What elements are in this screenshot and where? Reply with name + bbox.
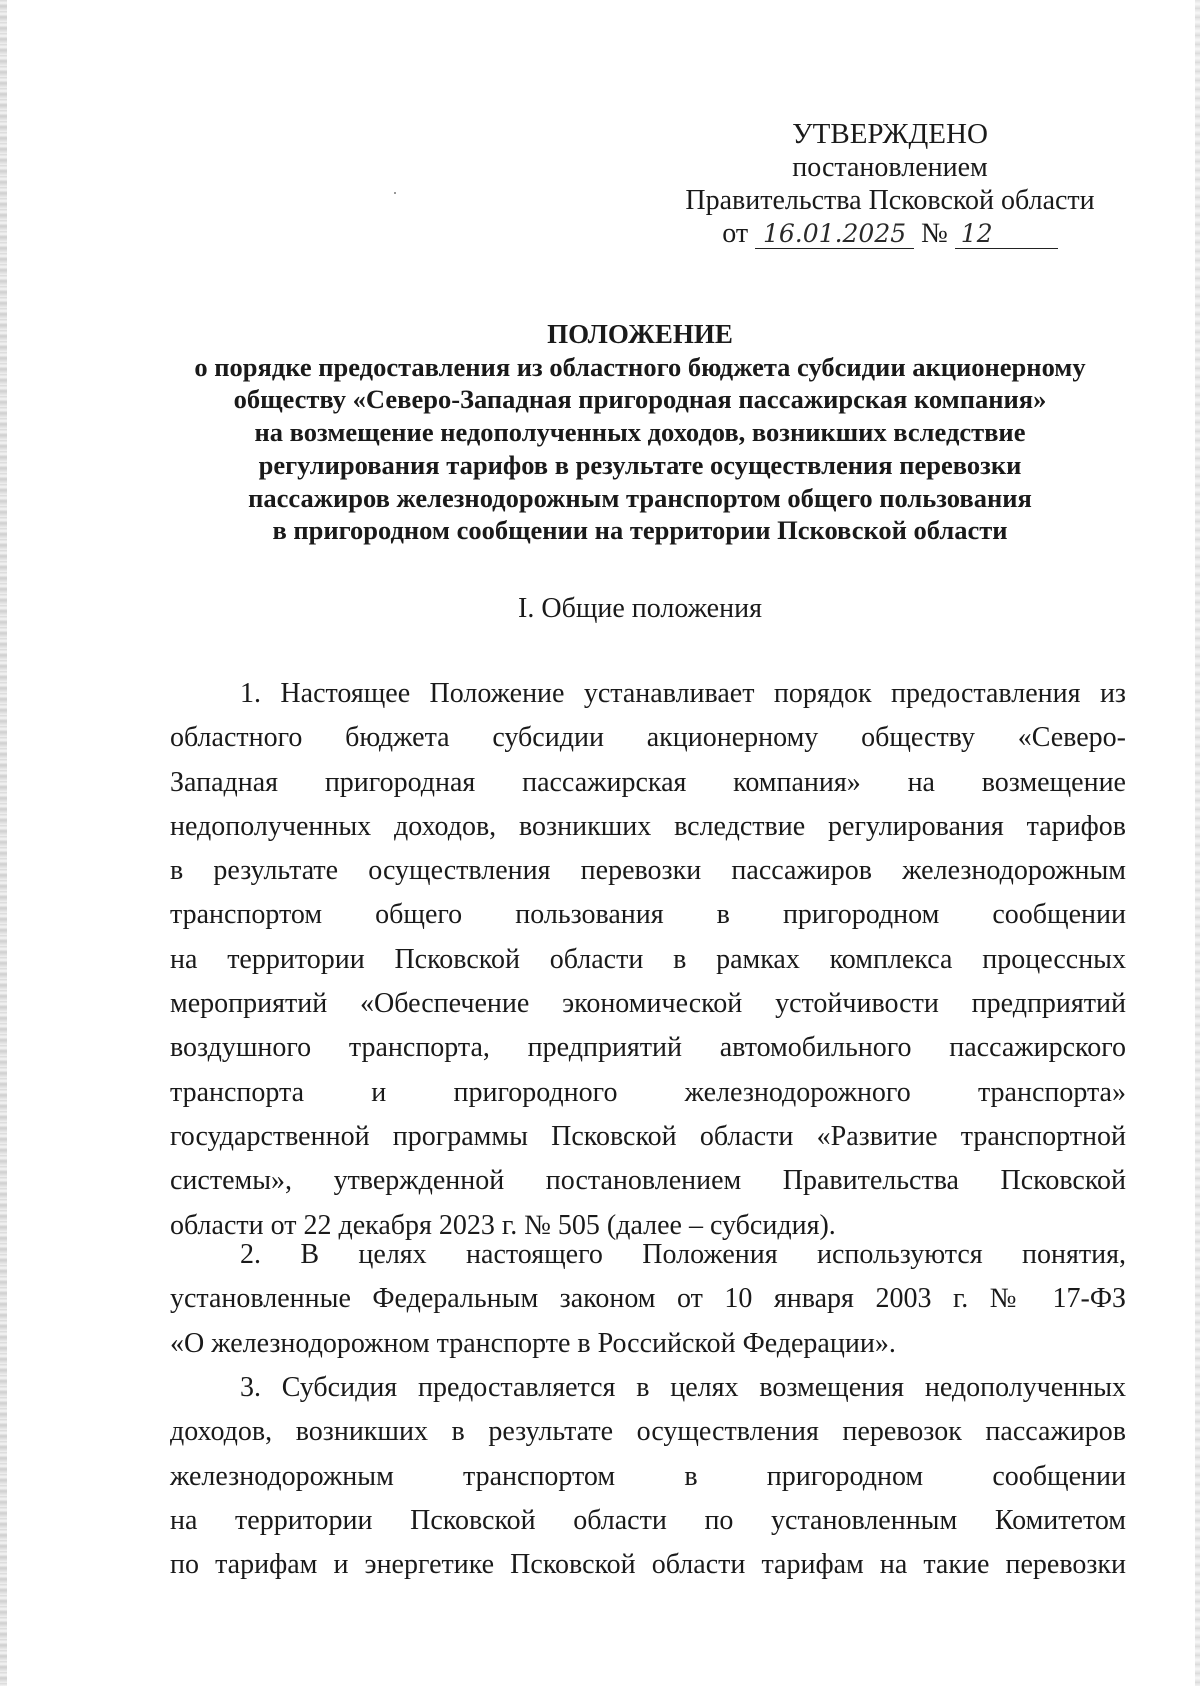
paragraph-line: 2. В целях настоящего Положения используются понятия, — [240, 1239, 1126, 1270]
paragraph-line: транспорта и пригородного железнодорожного транспорта» — [170, 1076, 1126, 1108]
approval-stamp-title: УТВЕРЖДЕНО — [792, 118, 988, 150]
title-line: в пригородном сообщении на территории Псковской области — [272, 515, 1008, 546]
paragraph-line: воздушного транспорта, предприятий автомобильного пассажирского — [170, 1032, 1126, 1064]
paragraph-line: мероприятий «Обеспечение экономической устойчивости предприятий — [170, 988, 1126, 1020]
number-sign: № — [921, 218, 948, 249]
paragraph-line: Западная пригородная пассажирская компания» на возмещение — [170, 766, 1126, 798]
title-line: пассажиров железнодорожным транспортом общего пользования — [248, 482, 1032, 513]
paragraph-line: транспортом общего пользования в пригородном сообщении — [170, 899, 1126, 931]
scan-edge-right — [1195, 0, 1200, 1686]
paragraph-line: установленные Федеральным законом от 10 января 2003 г. № 17-ФЗ — [170, 1283, 1126, 1315]
paragraph-1 — [170, 672, 1126, 1248]
document-title — [160, 318, 1120, 547]
paragraph-line: доходов, возникших в результате осуществления перевозок пассажиров — [170, 1416, 1126, 1448]
approval-date-row — [660, 217, 1120, 250]
approval-authority: Правительства Псковской области — [685, 185, 1095, 216]
paragraph-line: на территории Псковской области в рамках комплекса процессных — [170, 943, 1126, 975]
title-line: на возмещение недополученных доходов, возникших вследствие — [254, 417, 1026, 448]
approval-resolution: постановлением — [792, 152, 988, 183]
paragraph-line: государственной программы Псковской области «Развитие транспортной — [170, 1120, 1126, 1152]
paragraph-line: железнодорожным транспортом в пригородном сообщении — [170, 1460, 1126, 1492]
paragraph-line: области от 22 декабря 2023 г. № 505 (далее – субсидия). — [170, 1209, 836, 1241]
paragraph-2 — [170, 1233, 1126, 1366]
date-prefix: от — [722, 218, 749, 249]
paragraph-line: «О железнодорожном транспорте в Российской Федерации». — [170, 1327, 896, 1359]
paragraph-line: 1. Настоящее Положение устанавливает порядок предоставления из — [240, 678, 1126, 709]
title-line: о порядке предоставления из областного бюджета субсидии акционерному — [194, 351, 1086, 382]
paragraph-line: 3. Субсидия предоставляется в целях возмещения недополученных — [240, 1372, 1126, 1403]
scan-edge-left — [0, 0, 7, 1686]
paragraph-line: системы», утвержденной постановлением Правительства Псковской — [170, 1165, 1126, 1197]
title-line: регулирования тарифов в результате осуществления перевозки — [258, 449, 1022, 480]
title-line: обществу «Северо-Западная пригородная пассажирская компания» — [233, 384, 1047, 415]
title-heading: ПОЛОЖЕНИЕ — [547, 319, 733, 349]
section-title: I. Общие положения — [518, 593, 762, 624]
paragraph-line: областного бюджета субсидии акционерному обществу «Северо- — [170, 722, 1126, 754]
scan-speck — [394, 192, 396, 194]
paragraph-3 — [170, 1366, 1126, 1587]
paragraph-line: в результате осуществления перевозки пассажиров железнодорожным — [170, 855, 1126, 887]
approval-block — [660, 118, 1120, 250]
paragraph-line: на территории Псковской области по установленным Комитетом — [170, 1504, 1126, 1536]
handwritten-number: 12 — [955, 220, 1058, 249]
paragraph-line: по тарифам и энергетике Псковской области тарифам на такие перевозки — [170, 1549, 1126, 1581]
handwritten-date: 16.01.2025 — [755, 220, 914, 249]
paragraph-line: недополученных доходов, возникших вследствие регулирования тарифов — [170, 810, 1126, 842]
